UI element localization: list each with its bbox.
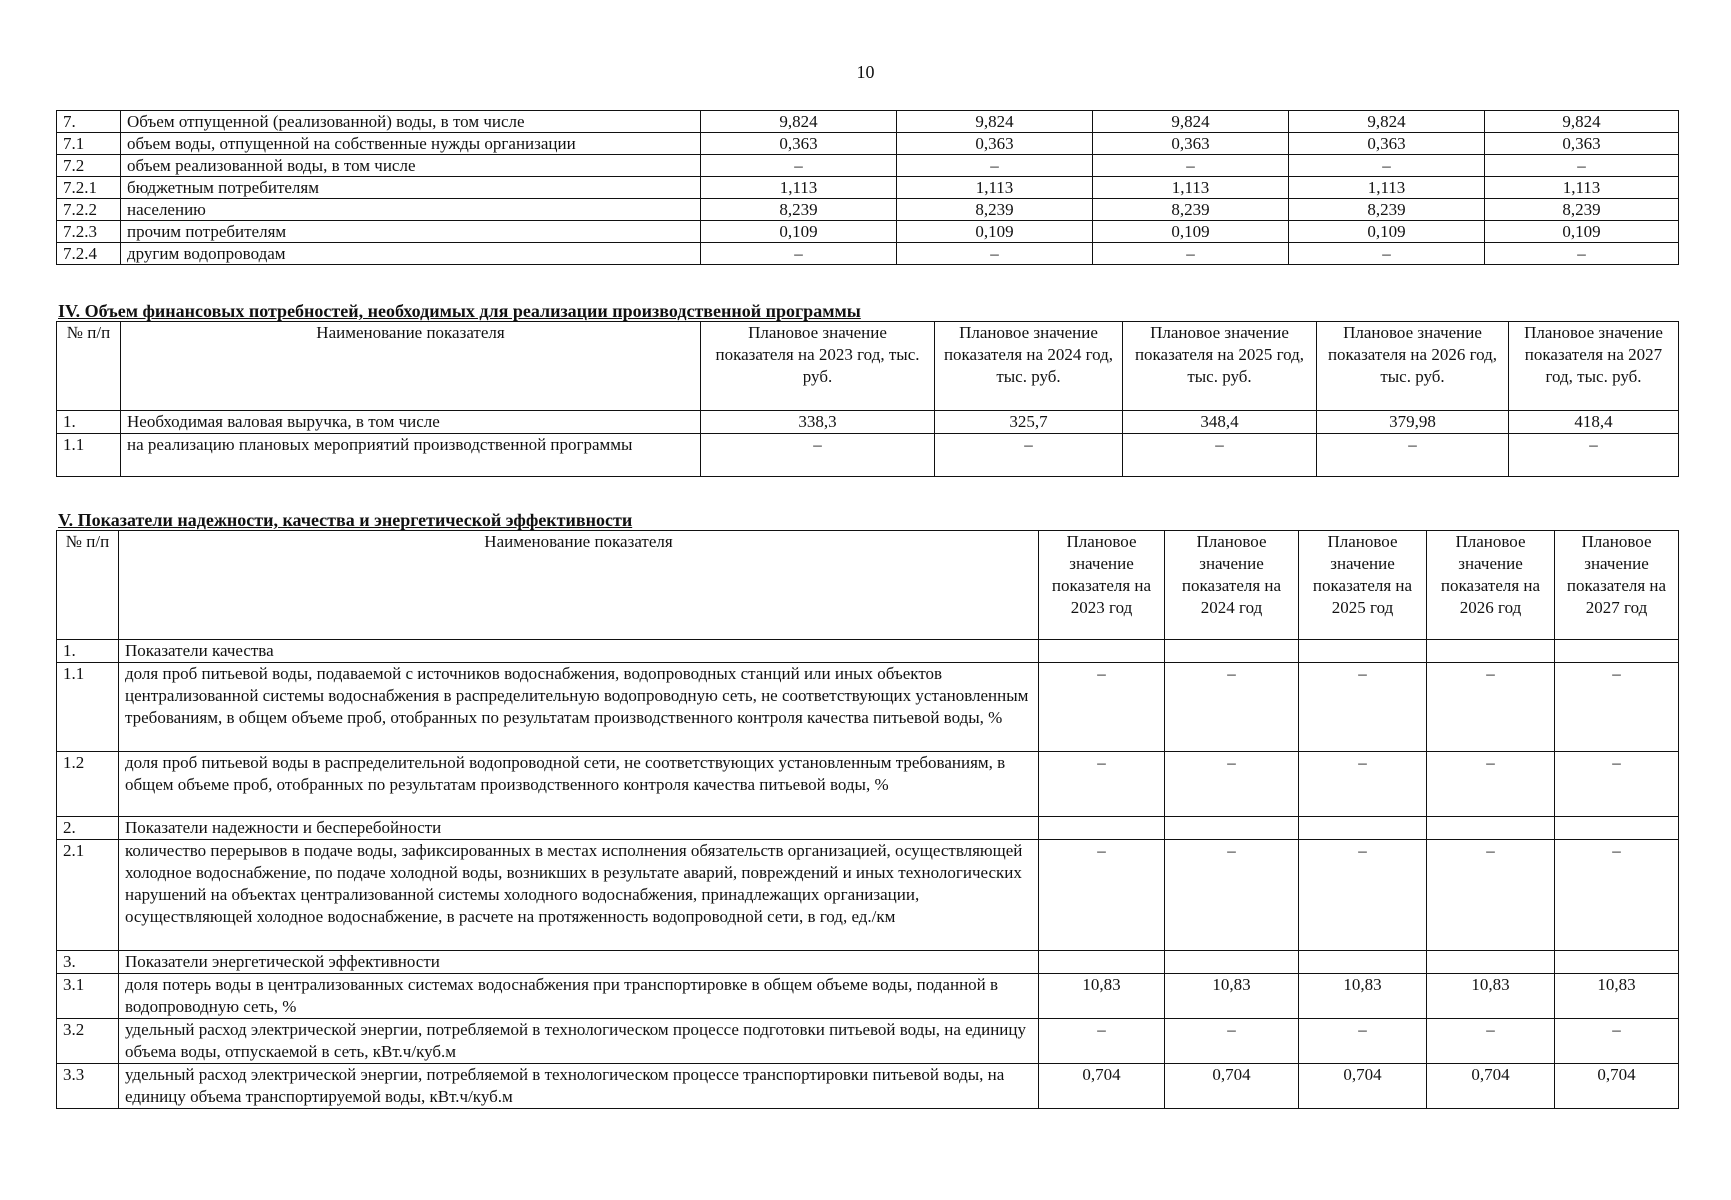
row-number: 3.2 [57,1019,119,1064]
row-value-cell: – [1317,434,1509,477]
row-value-cell [1039,951,1165,974]
row-number: 3.3 [57,1064,119,1109]
row-value-cell: – [935,434,1123,477]
row-value-cell [1427,951,1555,974]
header-col-2025: Плановое значение показателя на 2025 год [1299,531,1427,640]
row-value-cell: – [1555,663,1679,752]
table-row [57,199,1679,221]
row-value-cell [1039,817,1165,840]
row-value-cell: – [1039,1019,1165,1064]
row-value-cell: 0,363 [701,133,897,155]
row-value-cell: 0,363 [1093,133,1289,155]
table-row [57,221,1679,243]
table-row [57,951,1679,974]
row-value-cell: 0,109 [897,221,1093,243]
table-row [57,133,1679,155]
row-value-cell: 9,824 [1485,111,1679,133]
row-value-cell [1039,640,1165,663]
row-number: 1. [57,411,121,434]
row-number: 1.1 [57,434,121,477]
table-row [57,411,1679,434]
table-row [57,111,1679,133]
row-value-cell: 10,83 [1427,974,1555,1019]
header-num: № п/п [57,531,119,640]
row-value-cell: – [1123,434,1317,477]
row-indicator-name: Объем отпущенной (реализованной) воды, в том числе [121,111,701,133]
row-value-cell: – [1427,840,1555,951]
page-number: 10 [856,62,875,82]
row-value-cell [1165,640,1299,663]
header-name: Наименование показателя [121,322,701,411]
row-value-cell: 0,363 [1289,133,1485,155]
row-number: 7. [57,111,121,133]
row-value-cell: – [1093,243,1289,265]
row-indicator-name: удельный расход электрической энергии, потребляемой в технологическом процессе транспортировки питьевой воды, на единицу объема транспортируемой воды, кВт.ч/куб.м [119,1064,1039,1109]
section-4-title: IV. Объем финансовых потребностей, необходимых для реализации производственной программы [58,301,861,321]
row-value-cell: 1,113 [1485,177,1679,199]
row-value-cell: 0,704 [1039,1064,1165,1109]
row-value-cell: – [701,434,935,477]
row-number: 7.1 [57,133,121,155]
row-value-cell: – [1555,752,1679,817]
row-value-cell: – [1299,840,1427,951]
table-row [57,177,1679,199]
row-value-cell: – [701,243,897,265]
row-value-cell: 9,824 [897,111,1093,133]
row-value-cell [1165,951,1299,974]
row-number: 3. [57,951,119,974]
row-value-cell: 338,3 [701,411,935,434]
row-value-cell: 0,704 [1427,1064,1555,1109]
section-5-title: V. Показатели надежности, качества и энергетической эффективности [58,510,633,530]
row-value-cell: – [1485,243,1679,265]
row-number: 7.2.1 [57,177,121,199]
row-value-cell: 0,109 [1289,221,1485,243]
row-value-cell: 0,109 [701,221,897,243]
header-num: № п/п [57,322,121,411]
row-value-cell: – [1289,155,1485,177]
row-indicator-name: доля проб питьевой воды в распределительной водопроводной сети, не соответствующих установленным требованиям, в общем объеме проб, отобранных по результатам производственного контроля качества питьевой воды, % [119,752,1039,817]
row-value-cell: – [1093,155,1289,177]
row-number: 1.1 [57,663,119,752]
row-value-cell: – [1427,752,1555,817]
header-col-2023: Плановое значение показателя на 2023 год [1039,531,1165,640]
row-indicator-name: на реализацию плановых мероприятий производственной программы [121,434,701,477]
row-value-cell: 1,113 [701,177,897,199]
header-col-2025: Плановое значение показателя на 2025 год, тыс. руб. [1123,322,1317,411]
row-value-cell: 9,824 [1289,111,1485,133]
row-indicator-name: объем реализованной воды, в том числе [121,155,701,177]
table-row [57,974,1679,1019]
row-indicator-name: объем воды, отпущенной на собственные нужды организации [121,133,701,155]
row-number: 2.1 [57,840,119,951]
row-value-cell: – [1039,840,1165,951]
row-indicator-name: населению [121,199,701,221]
row-value-cell: – [1299,663,1427,752]
row-value-cell: 8,239 [1093,199,1289,221]
row-value-cell: 8,239 [701,199,897,221]
row-value-cell: 0,704 [1299,1064,1427,1109]
row-number: 3.1 [57,974,119,1019]
row-value-cell: – [1555,840,1679,951]
row-value-cell: 10,83 [1039,974,1165,1019]
header-col-2027: Плановое значение показателя на 2027 год, тыс. руб. [1509,322,1679,411]
table-row [57,1064,1679,1109]
row-indicator-name: Необходимая валовая выручка, в том числе [121,411,701,434]
row-indicator-name: бюджетным потребителям [121,177,701,199]
row-value-cell: 10,83 [1299,974,1427,1019]
water-volume-table [56,110,1679,265]
header-col-2024: Плановое значение показателя на 2024 год [1165,531,1299,640]
table-header-row [57,531,1679,640]
row-indicator-name: Показатели надежности и бесперебойности [119,817,1039,840]
row-number: 2. [57,817,119,840]
row-indicator-name: Показатели энергетической эффективности [119,951,1039,974]
row-value-cell: 0,704 [1555,1064,1679,1109]
table-row [57,155,1679,177]
table-row [57,840,1679,951]
row-value-cell [1299,640,1427,663]
table-header-row [57,322,1679,411]
row-value-cell: 8,239 [1485,199,1679,221]
row-value-cell: – [1509,434,1679,477]
row-value-cell: – [1165,663,1299,752]
row-value-cell: – [1165,752,1299,817]
table-row [57,752,1679,817]
row-value-cell: 0,109 [1485,221,1679,243]
row-value-cell: 10,83 [1165,974,1299,1019]
row-value-cell: – [1165,1019,1299,1064]
header-col-2026: Плановое значение показателя на 2026 год [1427,531,1555,640]
row-value-cell: 8,239 [1289,199,1485,221]
row-number: 1. [57,640,119,663]
row-value-cell: 379,98 [1317,411,1509,434]
row-value-cell: 348,4 [1123,411,1317,434]
row-value-cell: – [1555,1019,1679,1064]
row-value-cell: – [897,243,1093,265]
row-number: 7.2.3 [57,221,121,243]
row-value-cell: 418,4 [1509,411,1679,434]
table-row [57,817,1679,840]
row-value-cell [1555,951,1679,974]
table-row [57,1019,1679,1064]
row-value-cell [1555,817,1679,840]
row-value-cell [1165,817,1299,840]
row-value-cell: 1,113 [1093,177,1289,199]
row-value-cell: – [1427,1019,1555,1064]
row-value-cell: – [1299,752,1427,817]
row-indicator-name: количество перерывов в подаче воды, зафиксированных в местах исполнения обязательств организацией, осуществляющей холодное водоснабжение, по подаче холодной воды, возникших в результате аварий, повреждений и иных технологических нарушений на объектах централизованной системы холодного водоснабжения, принадлежащих организации, осуществляющей холодное водоснабжение, в расчете на протяженность водопроводной сети, в год, ед./км [119,840,1039,951]
row-value-cell: – [1427,663,1555,752]
row-value-cell: 1,113 [897,177,1093,199]
row-value-cell: 9,824 [701,111,897,133]
table-row [57,640,1679,663]
row-value-cell: 0,363 [1485,133,1679,155]
row-value-cell [1555,640,1679,663]
row-value-cell: – [1485,155,1679,177]
row-value-cell: – [1299,1019,1427,1064]
row-value-cell [1427,640,1555,663]
row-value-cell: 325,7 [935,411,1123,434]
header-col-2027: Плановое значение показателя на 2027 год [1555,531,1679,640]
header-col-2024: Плановое значение показателя на 2024 год, тыс. руб. [935,322,1123,411]
reliability-quality-table [56,530,1679,1109]
row-value-cell: 9,824 [1093,111,1289,133]
financial-needs-table [56,321,1679,477]
table-row [57,243,1679,265]
header-col-2023: Плановое значение показателя на 2023 год, тыс. руб. [701,322,935,411]
row-value-cell: – [701,155,897,177]
row-indicator-name: прочим потребителям [121,221,701,243]
row-value-cell [1427,817,1555,840]
row-number: 7.2.2 [57,199,121,221]
row-indicator-name: доля проб питьевой воды, подаваемой с источников водоснабжения, водопроводных станций или иных объектов централизованной системы водоснабжения в распределительную водопроводную сеть, не соответствующих установленным требованиям, в общем объеме проб, отобранных по результатам производственного контроля качества питьевой воды, % [119,663,1039,752]
row-value-cell: – [1165,840,1299,951]
row-number: 1.2 [57,752,119,817]
row-value-cell: 0,109 [1093,221,1289,243]
row-indicator-name: удельный расход электрической энергии, потребляемой в технологическом процессе подготовки питьевой воды, на единицу объема воды, отпускаемой в сеть, кВт.ч/куб.м [119,1019,1039,1064]
row-value-cell: 1,113 [1289,177,1485,199]
table-row [57,434,1679,477]
row-number: 7.2.4 [57,243,121,265]
row-value-cell [1299,817,1427,840]
row-indicator-name: доля потерь воды в централизованных системах водоснабжения при транспортировке в общем объеме воды, поданной в водопроводную сеть, % [119,974,1039,1019]
row-value-cell: – [1289,243,1485,265]
row-number: 7.2 [57,155,121,177]
header-name: Наименование показателя [119,531,1039,640]
row-indicator-name: другим водопроводам [121,243,701,265]
row-value-cell: 0,363 [897,133,1093,155]
row-value-cell: 10,83 [1555,974,1679,1019]
row-indicator-name: Показатели качества [119,640,1039,663]
header-col-2026: Плановое значение показателя на 2026 год, тыс. руб. [1317,322,1509,411]
row-value-cell: – [1039,752,1165,817]
row-value-cell: 0,704 [1165,1064,1299,1109]
row-value-cell: – [897,155,1093,177]
table-row [57,663,1679,752]
row-value-cell [1299,951,1427,974]
row-value-cell: 8,239 [897,199,1093,221]
row-value-cell: – [1039,663,1165,752]
